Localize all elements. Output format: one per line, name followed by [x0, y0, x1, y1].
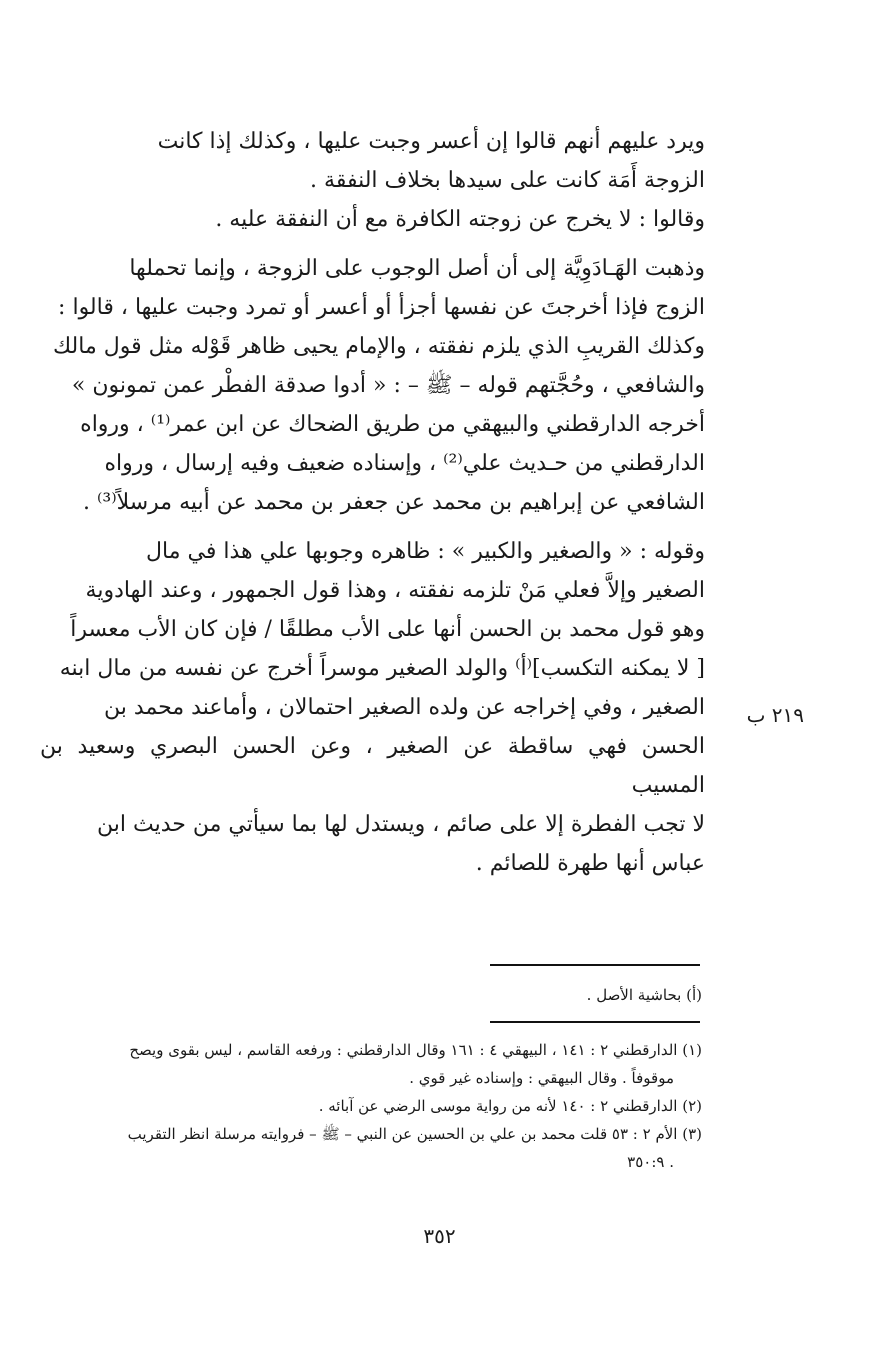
page-number: ٣٥٢	[423, 1224, 456, 1248]
footnote: (١) الدارقطني ٢ : ١٤١ ، البيهقي ٤ : ١٦١ وقال الدارقطني : ورفعه القاسم ، ليس بقوى ويصح	[129, 1041, 702, 1059]
paragraph-gap	[40, 522, 705, 532]
text-line: وقالوا : لا يخرج عن زوجته الكافرة مع أن النفقة عليه .	[215, 207, 705, 232]
text-line: وهو قول محمد بن الحسن أنها على الأب مطلقًا / فإن كان الأب معسراً	[70, 617, 705, 642]
text-line: وذهبت الهَـادَوِيَّة إلى أن أصل الوجوب على الزوجة ، وإنما تحملها	[129, 256, 705, 281]
footnote: (٢) الدارقطني ٢ : ١٤٠ لأنه من رواية موسى الرضي عن آبائه .	[318, 1097, 702, 1115]
text-line: لا تجب الفطرة إلا على صائم ، ويستدل لها بما سيأتي من حديث ابن	[97, 812, 705, 837]
text-line: الزوجة أَمَة كانت على سيدها بخلاف النفقة .	[310, 168, 705, 193]
text-line: عباس أنها طهرة للصائم .	[475, 851, 705, 876]
text-line: والشافعي ، وحُجَّتهم قوله – ﷺ – : « أدوا صدقة الفطْر عمن تمونون »	[71, 373, 705, 398]
paragraph-gap	[40, 239, 705, 249]
text-line: وكذلك القريبِ الذي يلزم نفقته ، والإمام يحيى ظاهر قَوْله مثل قول مالك	[53, 334, 705, 359]
manuscript-folio-marker: ٢١٩ ب	[746, 703, 804, 727]
footnotes	[28, 1036, 702, 1176]
text-line: الصغير وإلاَّ فعلي مَنْ تلزمه نفقته ، وهذا قول الجمهور ، وعند الهادوية	[85, 578, 705, 603]
text-line: الشافعي عن إبراهيم بن محمد عن جعفر بن محمد عن أبيه مرسلاً⁽³⁾ .	[82, 490, 705, 515]
text-line: ويرد عليهم أنهم قالوا إن أعسر وجبت عليها ، وكذلك إذا كانت	[157, 129, 705, 154]
main-text	[40, 122, 705, 883]
footnote: (٣) الأم ٢ : ٥٣ قلت محمد بن علي بن الحسين عن النبي – ﷺ – فروايته مرسلة انظر التقريب	[127, 1125, 702, 1143]
text-line: [ لا يمكنه التكسب]⁽أ⁾ والولد الصغير موسراً أخرج عن نفسه من مال ابنه	[59, 656, 705, 681]
text-line: الزوج فإذا أخرجتَ عن نفسها أجزأ أو أعسر أو تمرد وجبت عليها ، قالوا :	[58, 295, 705, 320]
variant-note: (أ) بحاشية الأصل .	[586, 986, 702, 1004]
footnote-divider	[490, 1021, 700, 1023]
text-line: وقوله : « والصغير والكبير » : ظاهره وجوبها علي هذا في مال	[146, 539, 705, 564]
text-line: أخرجه الدارقطني والبيهقي من طريق الضحاك عن ابن عمر⁽¹⁾ ، ورواه	[80, 412, 705, 437]
footnote-continuation: موقوفاً . وقال البيهقي : وإسناده غير قوي .	[409, 1069, 674, 1087]
footnote-continuation: . ٣٥٠:٩	[627, 1153, 674, 1171]
text-line: الدارقطني من حـديث علي⁽²⁾ ، وإسناده ضعيف وفيه إرسال ، ورواه	[104, 451, 705, 476]
text-line: الحسن فهي ساقطة عن الصغير ، وعن الحسن البصري وسعيد بن المسيب	[40, 734, 705, 798]
text-line: الصغير ، وفي إخراجه عن ولده الصغير احتمالان ، وأماعند محمد بن	[104, 695, 705, 720]
footnote-divider	[490, 964, 700, 966]
